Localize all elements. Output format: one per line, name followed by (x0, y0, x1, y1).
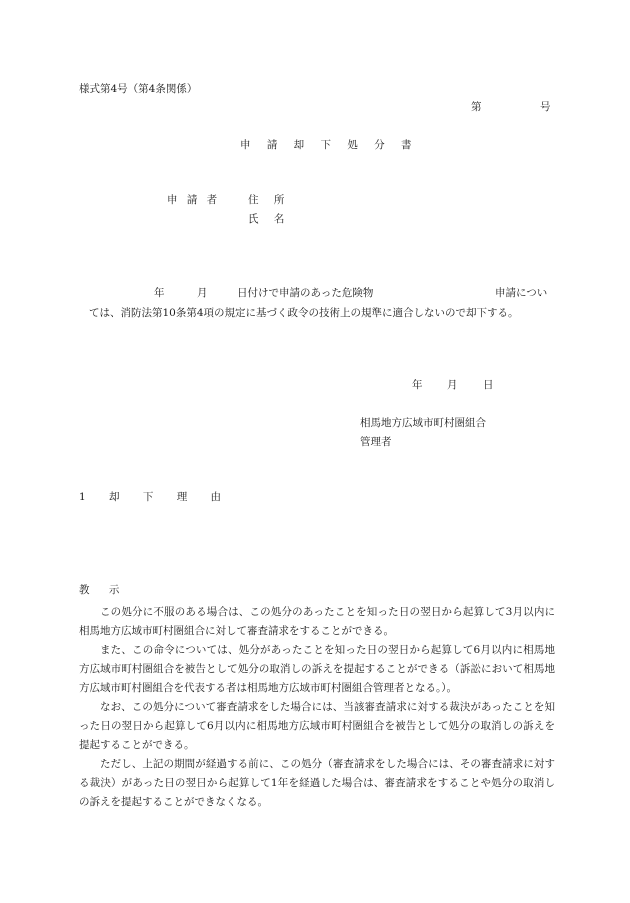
body-dated-text: 日付けで申請のあった危険物 (237, 287, 374, 299)
notice-paragraph: なお、この処分について審査請求をした場合には、当該審査請求に対する裁決があったことを知った日の翌日から起算して6月以内に相馬地方広域市町村圏組合を被告として処分の取消しの訴えを提起することができる。 (79, 701, 555, 751)
issuer-organization: 相馬地方広域市町村圏組合 (360, 417, 486, 429)
notice-paragraph: この処分に不服のある場合は、この処分のあったことを知った日の翌日から起算して3月以内に相馬地方広域市町村圏組合に対して審査請求をすることができる。 (79, 606, 555, 637)
body-line-1 (0, 288, 630, 300)
document-number-prefix: 第 (471, 101, 482, 113)
body-line-2: ては、消防法第10条第4項の規定に基づく政令の技術上の規準に適合しないので却下する。 (89, 307, 519, 319)
notice-paragraph: また、この命令については、処分があったことを知った日の翌日から起算して6月以内に相馬地方広域市町村圏組合を被告として処分の取消しの訴えを提起することができる（訴訟において相馬地方広域市町村圏組合を代表する者は相馬地方広域市町村圏組合管理者となる。）。 (79, 644, 555, 694)
body-month: 月 (197, 287, 208, 299)
issue-date (0, 380, 630, 392)
body-application-text: 申請につい (495, 287, 548, 299)
date-day: 日 (483, 379, 494, 391)
address-label: 住 所 (248, 194, 291, 206)
body-year: 年 (154, 287, 165, 299)
rejection-reason-heading: 1 却 下 理 由 (79, 491, 232, 503)
issuer-title: 管理者 (360, 436, 392, 448)
notice-paragraph: ただし、上記の期間が経過する前に、この処分（審査請求をした場合には、その審査請求に対する裁決）があった日の翌日から起算して1年を経過した場合は、審査請求をすることや処分の取消しの訴えを提起することができなくなる。 (79, 758, 555, 808)
form-number-label: 様式第4号（第4条関係） (79, 83, 198, 95)
name-label: 氏 名 (248, 213, 291, 225)
notice-body (79, 603, 555, 812)
document-title: 申 請 却 下 処 分 書 (240, 139, 419, 151)
notice-heading: 教 示 (79, 584, 128, 596)
date-year: 年 (412, 379, 423, 391)
date-month: 月 (447, 379, 458, 391)
document-number-suffix: 号 (540, 101, 551, 113)
applicant-label: 申 請 者 (167, 194, 221, 206)
